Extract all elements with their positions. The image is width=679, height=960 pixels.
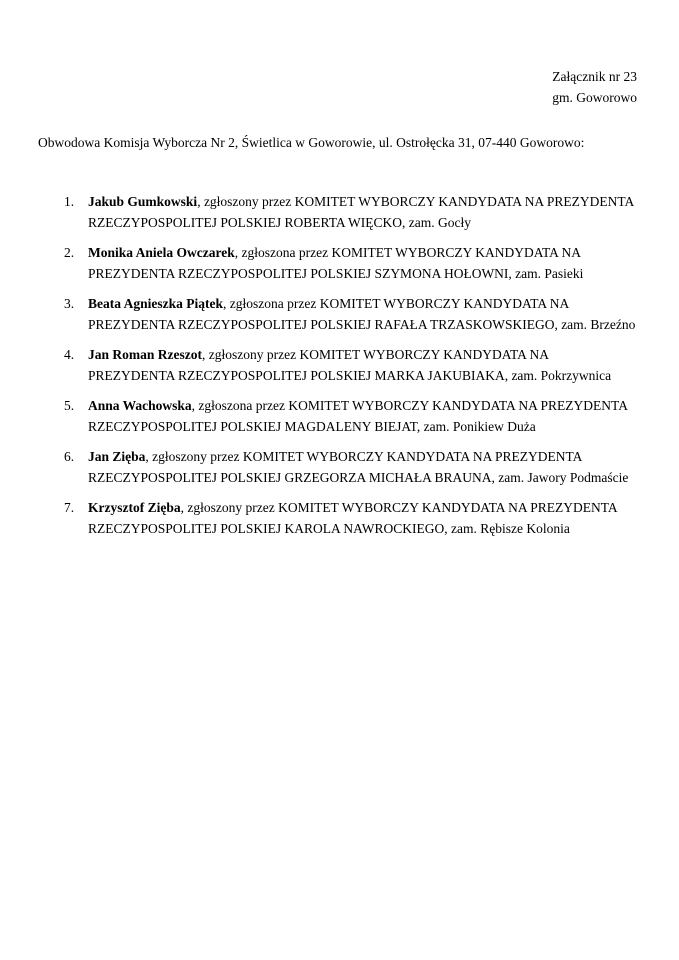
member-description: , zgłoszona przez KOMITET WYBORCZY KANDYDATA NA PREZYDENTA RZECZYPOSPOLITEJ POLSKIEJ SZYMONA HOŁOWNI, zam. Pasieki: [88, 245, 584, 281]
member-item: [64, 344, 637, 386]
member-text: [88, 293, 637, 335]
attachment-municipality: gm. Goworowo: [552, 90, 637, 105]
member-text: [88, 446, 637, 488]
member-text: [88, 344, 637, 386]
member-description: , zgłoszony przez KOMITET WYBORCZY KANDYDATA NA PREZYDENTA RZECZYPOSPOLITEJ POLSKIEJ MARKA JAKUBIAKA, zam. Pokrzywnica: [88, 347, 612, 383]
member-description: , zgłoszony przez KOMITET WYBORCZY KANDYDATA NA PREZYDENTA RZECZYPOSPOLITEJ POLSKIEJ ROBERTA WIĘCKO, zam. Gocły: [88, 194, 634, 230]
member-number: 3.: [64, 296, 75, 311]
member-number: 6.: [64, 449, 75, 464]
member-name: Jan Roman Rzeszot: [88, 347, 202, 362]
member-item: [64, 191, 637, 233]
members-list: [38, 191, 637, 539]
attachment-number: Załącznik nr 23: [552, 69, 637, 84]
member-description: , zgłoszona przez KOMITET WYBORCZY KANDYDATA NA PREZYDENTA RZECZYPOSPOLITEJ POLSKIEJ MAGDALENY BIEJAT, zam. Ponikiew Duża: [88, 398, 628, 434]
attachment-block: [38, 66, 637, 108]
member-name: Monika Aniela Owczarek: [88, 245, 235, 260]
member-description: , zgłoszona przez KOMITET WYBORCZY KANDYDATA NA PREZYDENTA RZECZYPOSPOLITEJ POLSKIEJ RAFAŁA TRZASKOWSKIEGO, zam. Brzeźno: [88, 296, 636, 332]
member-description: , zgłoszony przez KOMITET WYBORCZY KANDYDATA NA PREZYDENTA RZECZYPOSPOLITEJ POLSKIEJ KAROLA NAWROCKIEGO, zam. Rębisze Kolonia: [88, 500, 617, 536]
member-description: , zgłoszony przez KOMITET WYBORCZY KANDYDATA NA PREZYDENTA RZECZYPOSPOLITEJ POLSKIEJ GRZEGORZA MICHAŁA BRAUNA, zam. Jawory Podmaście: [88, 449, 629, 485]
member-name: Jakub Gumkowski: [88, 194, 198, 209]
member-item: [64, 497, 637, 539]
member-item: [64, 242, 637, 284]
member-item: [64, 293, 637, 335]
commission-heading: Obwodowa Komisja Wyborcza Nr 2, Świetlica w Goworowie, ul. Ostrołęcka 31, 07-440 Goworowo:: [38, 135, 585, 150]
member-name: Anna Wachowska: [88, 398, 192, 413]
member-item: [64, 395, 637, 437]
member-text: [88, 497, 637, 539]
member-number: 4.: [64, 347, 75, 362]
member-name: Krzysztof Zięba: [88, 500, 181, 515]
member-name: Beata Agnieszka Piątek: [88, 296, 223, 311]
member-text: [88, 395, 637, 437]
member-text: [88, 242, 637, 284]
member-number: 5.: [64, 398, 75, 413]
member-number: 2.: [64, 245, 75, 260]
member-number: 1.: [64, 194, 75, 209]
member-number: 7.: [64, 500, 75, 515]
member-item: [64, 446, 637, 488]
member-name: Jan Zięba: [88, 449, 146, 464]
member-text: [88, 191, 637, 233]
